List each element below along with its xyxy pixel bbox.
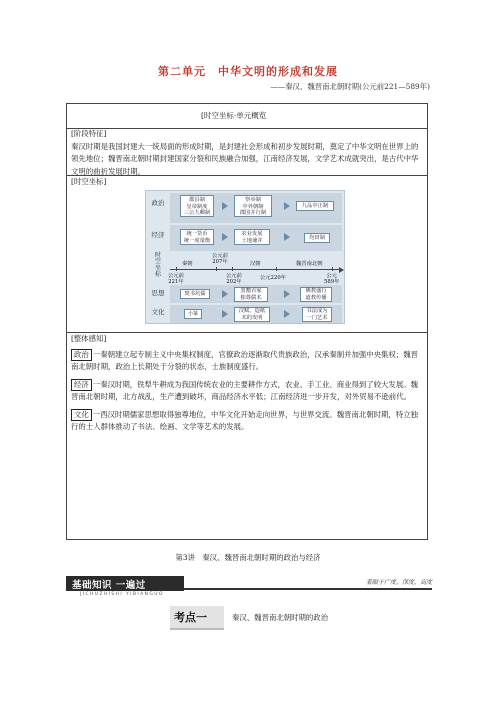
chevron-right-icon — [222, 290, 228, 298]
dynasty-han: 汉朝 — [250, 261, 261, 267]
culture-box-qin: 小篆 — [184, 309, 202, 319]
chevron-right-icon — [284, 233, 290, 241]
lecture-title: 第3讲 秦汉、魏晋南北朝时期的政治与经济 — [175, 553, 321, 562]
row-label-culture: 文化 — [151, 308, 165, 316]
knowledge-point-badge — [170, 606, 224, 630]
knowledge-point-badge-text: 考点一 — [174, 611, 207, 624]
chevron-right-icon — [222, 310, 228, 318]
time-202: 公元前 202年 — [226, 273, 242, 285]
culture-paragraph — [67, 409, 427, 434]
politics-box-wei: 九品中正制 — [296, 201, 334, 211]
perception-label: [整体感知] — [71, 334, 107, 343]
economy-box-wei: 均田制 — [304, 233, 330, 243]
overview-heading-row — [67, 104, 427, 129]
banner-tagline: 着眼于广度、深度、高度 — [365, 579, 432, 586]
banner-label: 基础知识 一遍过 — [72, 580, 146, 591]
unit-title: 第二单元 中华文明的形成和发展 — [158, 65, 338, 78]
politics-text: 一秦朝建立起专制主义中央集权制度，官僚政治逐渐取代贵族政治，汉承秦制并加强中央集权；魏晋南北朝时期，政治上长期处于分裂的状态，士族制度盛行。 — [71, 349, 418, 371]
chevron-right-icon — [222, 202, 228, 210]
banner-label-box — [66, 576, 184, 591]
thought-box-qin: 焚书坑儒 — [180, 289, 210, 299]
row-label-thought: 思想 — [151, 289, 165, 297]
stage-section — [67, 128, 427, 176]
overview-table — [66, 103, 428, 540]
banner-divider — [184, 588, 432, 590]
tick-207 — [216, 267, 217, 271]
time-589: 公元 589年 — [324, 273, 340, 285]
politics-paragraph — [67, 349, 427, 374]
tick-220 — [276, 267, 277, 271]
culture-text: 一西汉时期儒家思想取得独尊地位，中华文化开始走向世界，与世界交流。魏晋南北朝时期，特立独行的士人群体推动了书法、绘画、文学等艺术的发展。 — [71, 409, 418, 431]
row-label-coord: 时空坐标 — [154, 252, 161, 279]
culture-box-wei: 书法成为 一门艺术 — [302, 307, 332, 322]
politics-tag: 政治 — [71, 349, 92, 361]
economy-box-han: 农业发展 土地兼并 — [234, 229, 270, 245]
stage-label: [阶段特征] — [71, 129, 107, 138]
time-221: 公元前 221年 — [168, 273, 184, 285]
economy-paragraph — [67, 379, 427, 404]
economy-text: 一秦汉时期，铁犁牛耕成为我国传统农业的主要耕作方式，农业、手工业、商业得到了较大发展。魏晋南北朝时期，北方战乱，生产遭到破坏，商品经济水平低；江南经济进一步开发，对外贸易不逊前代。 — [71, 379, 418, 401]
chevron-right-icon — [284, 290, 290, 298]
section-banner — [66, 573, 432, 601]
chevron-right-icon — [222, 233, 228, 241]
overview-heading: [时空坐标·单元概览 — [201, 111, 267, 120]
politics-box-han: 察举制 中外朝制 郡国并行制 — [234, 195, 272, 217]
thought-box-wei: 佛教盛行 道教传播 — [300, 287, 332, 302]
unit-subtitle: ——秦汉、魏晋南北朝时期(公元前221—589年) — [270, 82, 430, 91]
coord-label: [时空坐标] — [71, 177, 107, 186]
culture-box-han: 汉赋、造纸 术的发明 — [234, 307, 270, 322]
coord-section — [67, 176, 427, 333]
culture-tag: 文化 — [71, 409, 92, 421]
row-label-economy: 经济 — [151, 231, 165, 239]
row-label-politics: 政治 — [151, 199, 165, 207]
time-220: 公元220年 — [260, 275, 287, 281]
knowledge-point-title: 秦汉、魏晋南北朝时期的政治 — [232, 613, 329, 622]
timeline-axis — [170, 269, 340, 270]
economy-tag: 经济 — [71, 379, 92, 391]
chevron-right-icon — [284, 310, 290, 318]
economy-box-qin: 统一货币 统一度量衡 — [180, 229, 214, 245]
dynasty-wei: 魏晋南北朝 — [296, 261, 323, 267]
time-207: 公元前 207年 — [212, 253, 228, 265]
thought-box-han: 罢黜百家 独尊儒术 — [234, 287, 268, 302]
dynasty-qin: 秦朝 — [182, 261, 193, 267]
politics-box-qin: 郡县制 皇帝制度 三公九卿制 — [180, 195, 214, 217]
timeline-arrow-icon — [339, 267, 344, 273]
timeline-diagram — [145, 190, 345, 324]
perception-section — [67, 333, 427, 541]
stage-text: 秦汉时期是我国封建大一统局面的形成时期，是封建社会形成和初步发展时期，奠定了中华文明在世界上的领先地位；魏晋南北朝时期封建国家分裂和民族融合加强，江南经济发展，文学艺术成就突出，是古代中华文明的曲折发展时期。 — [71, 141, 419, 176]
chevron-right-icon — [284, 202, 290, 210]
tick-221 — [176, 267, 177, 271]
tick-202 — [232, 267, 233, 271]
banner-pinyin: JICHUZHISHI YIBIANGUO — [80, 592, 164, 597]
tick-589 — [332, 267, 333, 271]
